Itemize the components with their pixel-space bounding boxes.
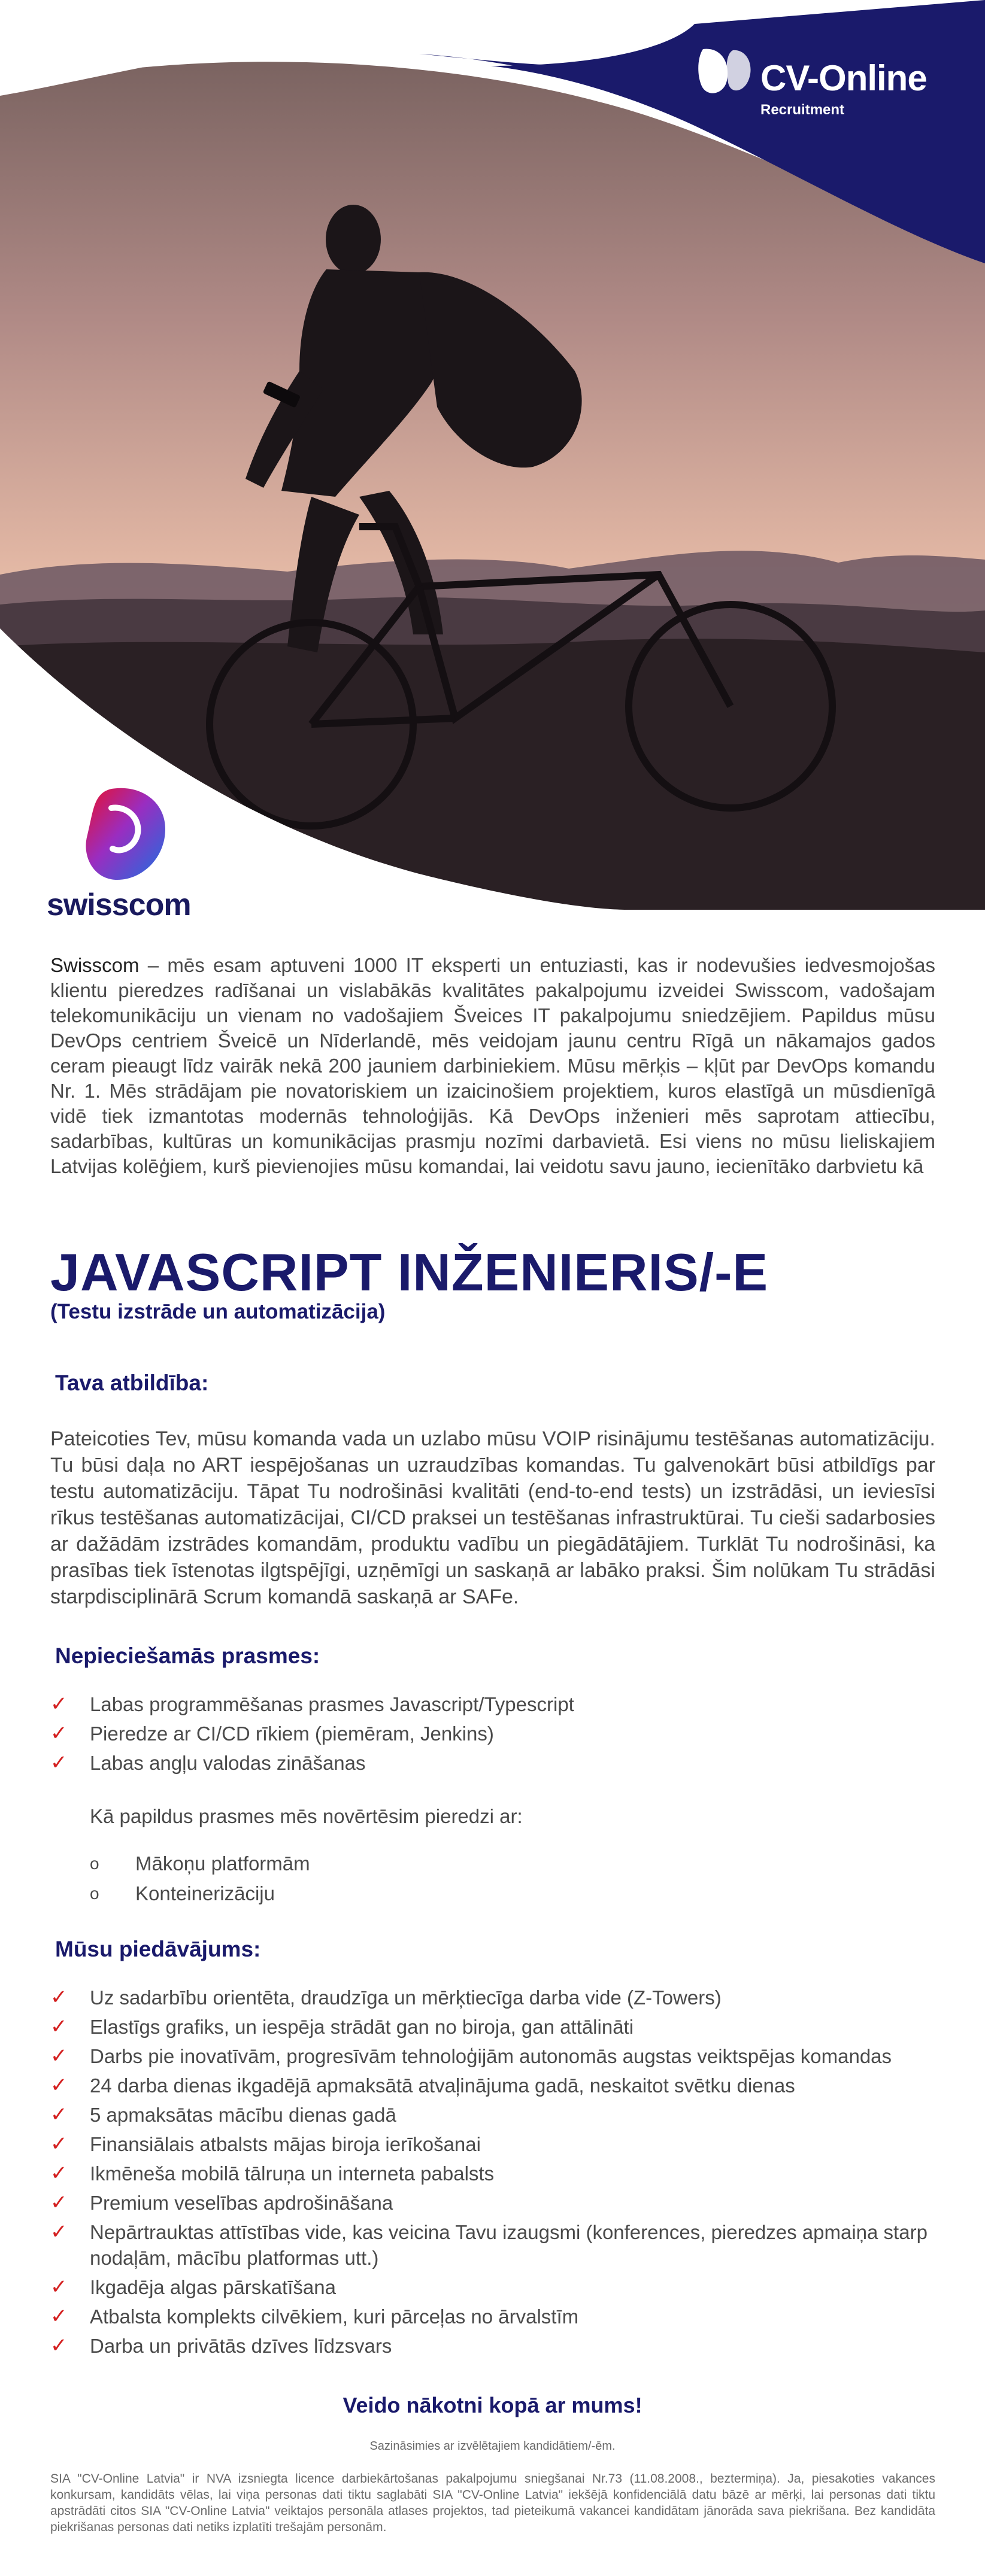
check-icon: ✓ bbox=[50, 2045, 68, 2067]
cv-online-subtitle: Recruitment bbox=[760, 102, 845, 118]
list-item: o Konteinerizāciju bbox=[90, 1881, 310, 1906]
company-intro bbox=[50, 953, 935, 1179]
hero-banner bbox=[0, 0, 985, 910]
cv-online-name: CV-Online bbox=[760, 58, 927, 98]
check-icon: ✓ bbox=[50, 1751, 68, 1774]
responsibility-heading: Tava atbildība: bbox=[55, 1371, 209, 1395]
check-icon: ✓ bbox=[50, 2103, 68, 2126]
list-item: ✓ Elastīgs grafiks, un iespēja strādāt gan no biroja, gan attālināti bbox=[50, 2014, 936, 2040]
responsibility-text: Pateicoties Tev, mūsu komanda vada un uzlabo mūsu VOIP risinājumu testēšanas automatizāciju. Tu būsi daļa no ART iespējošanas un uzraudzības komandas. Tu galvenokārt būsi atbildīgs par testu automatizāciju. Tāpat Tu nodrošināsi kvalitāti (end-to-end tests) un izstrādāsi, un ieviesīsi rīkus testēšanas automatizācijai, CI/CD praksei un testēšanas infrastruktūrai. Tu cieši sadarbosies ar dažādām izstrādes komandām, produktu vadību un piegādātājiem. Turklāt Tu nodrošināsi, ka prasības tiek īstenotas ilgtspējīgi, uzņēmīgi un saskaņā ar labāko praksi. Šim nolūkam Tu strādāsi starpdisciplinārā Scrum komandā saskaņā ar SAFe. bbox=[50, 1427, 935, 1608]
list-item: ✓ Premium veselības apdrošināšana bbox=[50, 2190, 936, 2216]
check-icon: ✓ bbox=[50, 2305, 68, 2328]
check-icon: ✓ bbox=[50, 2133, 68, 2155]
check-icon: ✓ bbox=[50, 2074, 68, 2097]
list-item: ✓ Atbalsta komplekts cilvēkiem, kuri pārceļas no ārvalstīm bbox=[50, 2304, 936, 2329]
check-icon: ✓ bbox=[50, 2276, 68, 2298]
offer-heading: Mūsu piedāvājums: bbox=[55, 1937, 261, 1961]
list-item: ✓ Nepārtrauktas attīstības vide, kas veicina Tavu izaugsmi (konferences, pieredzes apmaiņa starp nodaļām, mācību platformas utt.) bbox=[50, 2220, 928, 2269]
circle-bullet-icon: o bbox=[90, 1884, 99, 1903]
swisscom-logo bbox=[47, 784, 202, 922]
list-item: ✓ Ikmēneša mobilā tālruņa un interneta pabalsts bbox=[50, 2161, 936, 2186]
company-name: Swisscom bbox=[50, 954, 140, 976]
call-to-action: Veido nākotni kopā ar mums! bbox=[343, 2393, 642, 2417]
check-icon: ✓ bbox=[50, 1693, 68, 1715]
skills-list bbox=[50, 1691, 936, 1779]
list-item: ✓ Labas programmēšanas prasmes Javascript/Typescript bbox=[50, 1691, 936, 1717]
contact-note: Sazināsimies ar izvēlētajiem kandidātiem/-ēm. bbox=[369, 2440, 616, 2453]
list-item: o Mākoņu platformām bbox=[90, 1851, 310, 1876]
company-intro-text: – mēs esam aptuveni 1000 IT eksperti un entuziasti, kas ir nodevušies iedvesmojošas klientu pieredzes radīšanai un vislabākās kvalitātes pakalpojumu izveidei Swisscom, vadošajam telekomunikāciju un vienam no vadošajiem Šveices IT pakalpojumu sniedzējiem. Papildus mūsu DevOps centriem Šveicē un Nīderlandē, mēs veidojam jaunu centru Rīgā un nākamajos gados ceram pieaugt līdz vairāk nekā 200 jauniem darbiniekiem. Mūsu mērķis – kļūt par DevOps komandu Nr. 1. Mēs strādājam pie novatoriskiem un izaicinošiem projektiem, kuros elastīgā un mūsdienīgā vidē tiek izmantotas modernās tehnoloģijās. Kā DevOps inženieri mēs saprotam attiecību, sadarbības, kultūras un komunikācijas prasmju nozīmi darbavietā. Esi viens no mūsu lieliskajiem Latvijas kolēģiem, kurš pievienojies mūsu komandai, lai veidotu savu jauno, iecienītāko darbvietu kā bbox=[50, 954, 935, 1177]
legal-notice: SIA "CV-Online Latvia" ir NVA izsniegta licence darbiekārtošanas pakalpojumu sniegšanai Nr.73 (11.08.2008., beztermiņa). Ja, piesakoties vakances konkursam, kandidāts vēlas, lai viņa personas dati tiktu saglabāti SIA "CV-Online Latvia" iekšējā konfidenciālā datu bāzē ar mērķi, lai personas dati tiktu apstrādāti citos SIA "CV-Online Latvia" veiktajos personāla atlases projektos, tad pieteikumā vakancei kandidātam jānorāda sava piekrišana. Bez kandidāta piekrišanas personas dati netiks izplatīti trešajām personām. bbox=[50, 2472, 935, 2534]
list-item: ✓ 24 darba dienas ikgadējā apmaksātā atvaļinājuma gadā, neskaitot svētku dienas bbox=[50, 2073, 936, 2098]
check-icon: ✓ bbox=[50, 2015, 68, 2038]
list-item: ✓ Darbs pie inovatīvām, progresīvām tehnoloģijām autonomās augstas veiktspējas komandas bbox=[50, 2043, 936, 2069]
list-item: ✓ Darba un privātās dzīves līdzsvars bbox=[50, 2333, 936, 2359]
hero-photo bbox=[0, 0, 985, 910]
check-icon: ✓ bbox=[50, 2334, 68, 2357]
list-item: ✓ Pieredze ar CI/CD rīkiem (piemēram, Jenkins) bbox=[50, 1721, 936, 1746]
offer-list bbox=[50, 1985, 936, 2362]
check-icon: ✓ bbox=[50, 2220, 68, 2243]
cv-online-logo[interactable] bbox=[696, 41, 947, 124]
circle-bullet-icon: o bbox=[90, 1854, 99, 1873]
check-icon: ✓ bbox=[50, 2191, 68, 2214]
skills-heading: Nepieciešamās prasmes: bbox=[55, 1644, 320, 1668]
list-item: ✓ Uz sadarbību orientēta, draudzīga un mērķtiecīga darba vide (Z-Towers) bbox=[50, 1985, 936, 2010]
list-item: ✓ Labas angļu valodas zināšanas bbox=[50, 1750, 936, 1776]
extra-skills-intro: Kā papildus prasmes mēs novērtēsim pieredzi ar: bbox=[90, 1805, 523, 1827]
list-item: ✓ 5 apmaksātas mācību dienas gadā bbox=[50, 2102, 936, 2128]
check-icon: ✓ bbox=[50, 1986, 68, 2009]
swisscom-emblem-icon bbox=[75, 784, 183, 886]
cv-online-emblem-icon bbox=[696, 43, 756, 103]
job-title: JAVASCRIPT INŽENIERIS/-E bbox=[50, 1243, 769, 1302]
swisscom-wordmark: swisscom bbox=[47, 888, 191, 922]
extra-skills-list bbox=[90, 1851, 310, 1910]
check-icon: ✓ bbox=[50, 1722, 68, 1745]
job-subtitle: (Testu izstrāde un automatizācija) bbox=[50, 1300, 386, 1323]
check-icon: ✓ bbox=[50, 2162, 68, 2185]
list-item: ✓ Ikgadēja algas pārskatīšana bbox=[50, 2274, 936, 2300]
list-item: ✓ Finansiālais atbalsts mājas biroja ierīkošanai bbox=[50, 2131, 936, 2157]
